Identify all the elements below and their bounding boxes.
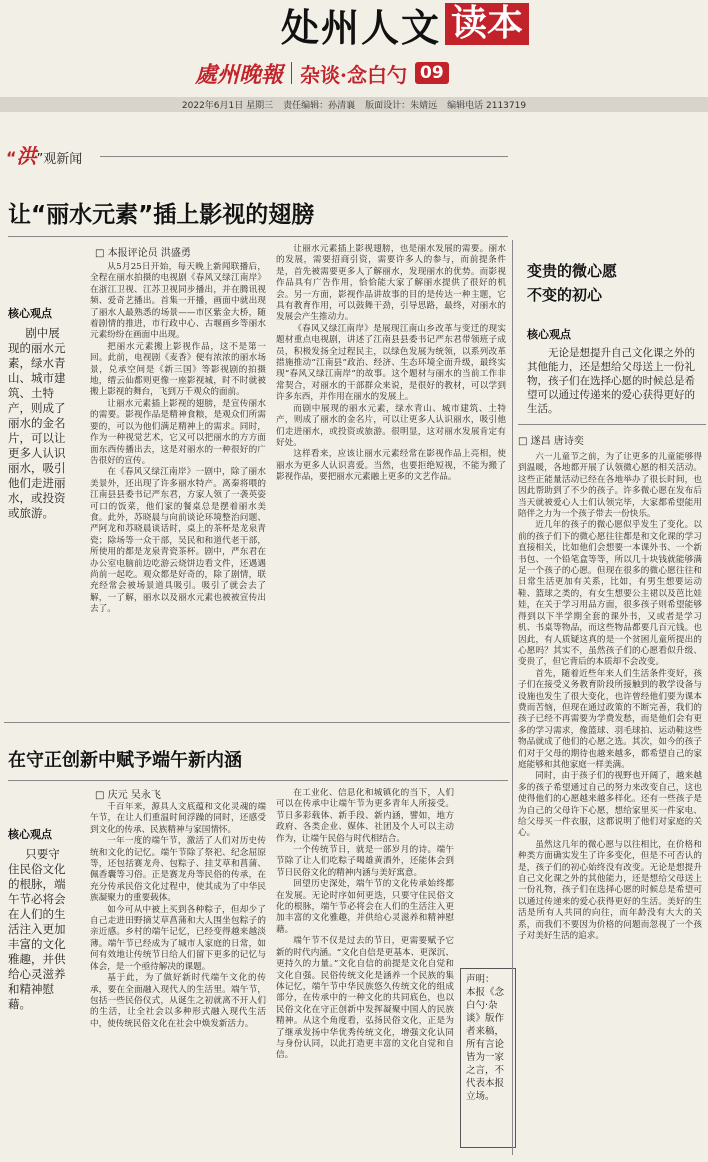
paragraph: 从5月25日开始，每天晚上新闻联播后，全程在丽水拍摄的电视剧《春风又绿江南岸》在浙江卫视、江苏卫视同步播出，并在腾讯视频、爱奇艺播出。首集一开播，画面中就出现了丽水人最熟悉的场景——市区紫金大桥，随着剧情的推进，市行政中心、古堰画乡等丽水元素纷纷在画面中出现。 bbox=[90, 262, 266, 341]
right-body bbox=[518, 452, 702, 1154]
paragraph: 端午节不仅是过去的节日，更需要赋予它新的时代内涵。“文化自信是更基本、更深沉、更持久的力量。”文化自信的前提是文化自觉和文化自强。民俗传统文化是涵养一个民族的集体记忆，端午节中华民族悠久传统文化的组成部分，在传承中的一种文化的共同底色，也以民俗文化在守正创新中发挥凝聚中国人的民族精神。从这个角度看，弘扬民俗文化，正是为了继承发扬中华优秀传统文化，增强文化认同与身份认同，以此打造更丰富的文化自觉和自信。 bbox=[276, 936, 454, 1061]
masthead bbox=[215, 2, 595, 50]
section-highlight: 洪 bbox=[16, 144, 37, 168]
paragraph: 近几年的孩子的微心愿似乎发生了变化。以前的孩子们下的微心愿往往都是和文化课的学习直接相关，比如他们会想要一本课外书、一个新书包、一个铅笔盒等等，所以几十块钱就能够满足一个孩子的心愿。但现在很多的微心愿往往和日常生活更加有关系，比如，有男生想要运动鞋、篮球之类的，有女生想要公主裙以及芭比娃娃，在关于学习用品方面，很多孩子则希望能够得到以下半学期全套的课外书，又或者是学习机、书桌等物品，而这些物品都要几百元钱。也因此，有人质疑这真的是一个贫困儿童所提出的心愿吗？其实不，虽然孩子们的心愿看似升级、变贵了，但它背后的本质却不会改变。 bbox=[518, 520, 702, 668]
article2-col1 bbox=[90, 802, 266, 1154]
paragraph: 千百年来，源具人文底蕴和文化灵魂的端午节，在让人们重温时间浮躁的同时，还感受到文化的传承、民族精神与家国情怀。 bbox=[90, 802, 266, 835]
article2-byline: □ 庆元 吴永飞 bbox=[95, 790, 161, 801]
paragraph: 如今可从中被上买到各种粽子，但却少了自己走进田野摘艾草菖蒲和大人围坐包粽子的亲近感。乡村的端午记忆，已经变得越来越淡薄。端午节已经成为了城市人家庭的日常，如何有效地让传统节日给人们留下更多的记忆与体会，是一个亟待解决的课题。 bbox=[90, 904, 266, 972]
notice-title: 声明： bbox=[466, 974, 495, 985]
article2-sidebar-text: 只要守住民俗文化的根脉，端午节必将会在人们的生活注入更加丰富的文化雅趣，并供给心灵滋养和精神慰藉。 bbox=[8, 847, 66, 1011]
article1-sidebar-title: 核心观点 bbox=[8, 307, 52, 320]
masthead-title: 处州人文 bbox=[280, 5, 441, 50]
article1-byline-text: 本报评论员 洪盛勇 bbox=[107, 248, 191, 259]
paragraph: 《春风又绿江南岸》是展现江南山乡改革与变迁的现实题材重点电视剧，讲述了江南县县委书记严东君带领班子成员，积极发扬全过程民主，以绿色发展为统领，以系列改革措施推动“江南县”政治、经济、生态环境全面升级，最终实现“春风又绿江南岸”的故事。这个题材与丽水的当前工作非常契合，对丽水的干部群众来说，是很好的教材，可以学到许多东西，并作用在丽水的发展上。 bbox=[276, 323, 506, 403]
article1-col1 bbox=[90, 262, 266, 740]
phone: 编辑电话 2113719 bbox=[447, 101, 527, 111]
article2-col2 bbox=[276, 788, 454, 1154]
right-title-line2: 不变的初心 bbox=[527, 286, 603, 304]
info-bar bbox=[0, 97, 708, 112]
article1-rule bbox=[8, 236, 508, 237]
section-rest: ”观新闻 bbox=[36, 152, 83, 167]
designer: 版面设计：朱婧远 bbox=[365, 101, 438, 111]
article2-byline-text: 庆元 吴永飞 bbox=[107, 790, 161, 801]
paragraph: 六一儿童节之前，为了让更多的儿童能够得到温暖，各地都开展了认领微心愿的相关活动。这些正能量活动已经在各地举办了很长时间，也因此帮助到了不少的孩子。许多微心愿在发布后当天就被爱心人士们认领完毕，大家都希望能用陪伴之力为一个孩子带去一份快乐。 bbox=[518, 452, 702, 520]
paragraph: 一年一度的端午节，激活了人们对历史传统和文化的记忆。端午节除了祭祀、纪念屈原等，还包括赛龙舟、包粽子、挂艾草和菖蒲、佩香囊等习俗。正是赛龙舟等民俗的传承，在充分传承民俗文化过程中，使其成为了中华民族凝聚力的重要载体。 bbox=[90, 836, 266, 904]
masthead-subrow bbox=[195, 58, 449, 88]
notice-text: 本报《念白勺·杂谈》版作者来稿，所有言论皆为一家之言，不代表本报立场。 bbox=[466, 987, 505, 1102]
paragraph: 让丽水元素插上影视翅膀，也是丽水发展的需要。丽水的发展，需要招商引资，需要许多人的参与，而前提条件是，首先被需要更多人了解丽水，发现丽水的优势。而影视作品具有广告作用，恰恰能大家了解丽水提供了很好的机会。另一方面，影视作品讲故事的目的是传达一种主题，它具有教育作用，可以鼓舞干劲，引导思路，最终，对丽水的发展会产生推动力。 bbox=[276, 244, 506, 323]
paragraph: 这样看来，应该让丽水元素经常在影视作品上亮相，使丽水为更多人认识喜爱。当然，也要拒绝短视，不能为搬了影视作品，要把丽水元素融上更多的文艺作品。 bbox=[276, 449, 506, 483]
article1-col2 bbox=[276, 244, 506, 718]
paragraph: 而剧中展现的丽水元素，绿水青山、城市建筑、土特产，则成了丽水的金名片，可以让更多人认识丽水，吸引他们走进丽水，或投资或旅游。很明显，这对丽水发展肯定有好处。 bbox=[276, 403, 506, 448]
masthead-title-box: 读本 bbox=[445, 3, 529, 45]
paragraph: 虽然这几年的微心愿与以往相比，在价格和种类方面确实发生了许多变化，但是不可否认的是，孩子们的初心始终没有改变。无论是想提升自己文化课之外的其他能力，还是想给父母送上一份礼物，孩子们在选择心愿的时候总是希望可以通过传递来的爱心获得更好的生活。美好的生活是所有人共同的向往，而年龄没有大大的关系，而我们不要因为价格的问题而忽视了一个孩子对美好生活的追求。 bbox=[518, 839, 702, 942]
right-byline-text: 遂昌 唐诗奕 bbox=[530, 436, 584, 447]
section-tag bbox=[6, 140, 82, 169]
paragraph: 在《春风又绿江南岸》一剧中，除了丽水美景外，还出现了许多丽水特产。离秦将喂的江南县县委书记严东君，方家人领了一袭英姿可口的饭菜，他们家的餐桌总是摆着丽水美食。此外，苏晓晨与向前谈论环境整治问题、严阿龙和苏晓晨谈话时，桌上的茶杯是龙泉青瓷；除场等一众干部，吴民和和道代老干部，所使用的都是龙泉青瓷茶杯。剧中，严东君在办公室电脑前边吃游云烧饼边看文件，还遇遇尚前一起吃。观众都是好奇的，除了剧情，联充经常会被场景道具吸引。吸引了就会去了解，一了解，丽水以及丽水元素也被被宣传出去了。 bbox=[90, 467, 266, 615]
paragraph: 基于此，为了做好新时代端午文化的传承，要在全面融入现代人的生活里。端午节，包括一些民俗仪式，从诞生之初就离不开人们的生活，让全社会以多种形式融入现代生活中，使传统民俗文化在社会中焕发新活力。 bbox=[90, 973, 266, 1029]
paragraph: 让丽水元素插上影视的翅膀，是宣传丽水的需要。影视作品是精神食粮，是观众们所需要的，可以为他们满足精神上的需求。同时，作为一种视觉艺术，它又可以把丽水的方方面面东西传播出去，这是对丽水的一种很好的广告很好的宣传。 bbox=[90, 398, 266, 466]
page-number: 09 bbox=[415, 62, 449, 84]
paragraph: 在工业化、信息化和城镇化的当下，人们可以在传承中让端午节为更多青年人所接受。节日多彩载体、新手段、新内涵，譬如，地方政府、各类企业、媒体、社团及个人可以主动作为，让端午民俗与时代相结合。 bbox=[276, 788, 454, 844]
notice-box bbox=[460, 968, 516, 1148]
article1-title: 让“丽水元素”插上影视的翅膀 bbox=[8, 202, 315, 228]
newspaper-brand: 處州晚報 bbox=[195, 61, 284, 88]
section-open-quote: “ bbox=[6, 148, 17, 167]
right-title-line1: 变贵的微心愿 bbox=[527, 262, 618, 280]
section-rule bbox=[100, 156, 508, 157]
article2-title: 在守正创新中赋予端午新内涵 bbox=[8, 750, 242, 771]
paragraph: 把丽水元素搬上影视作品，这不是第一回。此前，电视剧《麦香》便有浓浓的丽水场景，兑承空间是《新三国》等影视剧的拍摄地，缙云仙都则更像一座影视城，时不时就被搬上影视的舞台，飞到万千观众的面前。 bbox=[90, 341, 266, 398]
right-rule bbox=[518, 424, 706, 425]
paragraph: 一个传统节日，就是一部岁月的诗。端午节除了让人们吃粽子喝雄黄酒外，还能体会到节日民俗文化的精神内涵与美好寓意。 bbox=[276, 845, 454, 878]
right-byline: □ 遂昌 唐诗奕 bbox=[518, 436, 584, 447]
column-name: 杂谈·念白勺 bbox=[300, 62, 407, 87]
article2-sidebar-title: 核心观点 bbox=[8, 828, 52, 841]
column-divider bbox=[512, 240, 513, 1155]
article1-byline: □ 本报评论员 洪盛勇 bbox=[95, 248, 191, 259]
editor: 责任编辑：孙清襄 bbox=[283, 101, 356, 111]
paragraph: 同时，由于孩子们的视野也开阔了，越来越多的孩子希望通过自己的努力来改变自己，这也使得他们的心愿越来越多样化。还有一些孩子是为自己的父母许下心愿，想给家里买一件家电、给父母买一件衣服，这都说明了他们对家庭的关心。 bbox=[518, 771, 702, 839]
article1-sidebar-text: 剧中展现的丽水元素，绿水青山、城市建筑、土特产，则成了丽水的金名片，可以让更多人认识丽水，吸引他们走进丽水，或投资或旅游。 bbox=[8, 326, 66, 520]
article2-rule bbox=[8, 780, 508, 781]
right-core-text: 无论是想提升自己文化课之外的其他能力，还是想给父母送上一份礼物，孩子们在选择心愿的时候总是希望可以通过传递来的爱心获得更好的生活。 bbox=[527, 347, 695, 415]
paragraph: 首先，随着近些年来人们生活条件变好，孩子们在接受义务教育阶段所接触到的教学设备与设施也发生了很大变化，也许曾经他们要为课本费而苦恼，但现在通过政策的不断完善，我们的孩子已经不再需要为学费发愁，而是他们会有更多的学习需求，像篮球、羽毛球拍、运动鞋这些物品就成了他们的心愿之选。其次，如今的孩子们对于父母的期待也越来越多，都希望自己的家庭能够和其他家庭一样美满。 bbox=[518, 668, 702, 770]
paragraph: 回望历史深处，端午节的文化传承始终都在发展。无论时序如何更迭，只要守住民俗文化的根脉，端午节必将会在人们的生活注入更加丰富的文化雅趣，并供给心灵滋养和精神慰藉。 bbox=[276, 879, 454, 935]
divider bbox=[291, 62, 292, 84]
right-core-title: 核心观点 bbox=[527, 328, 571, 341]
issue-date: 2022年6月1日 星期三 bbox=[181, 101, 274, 111]
article-divider bbox=[4, 722, 510, 723]
